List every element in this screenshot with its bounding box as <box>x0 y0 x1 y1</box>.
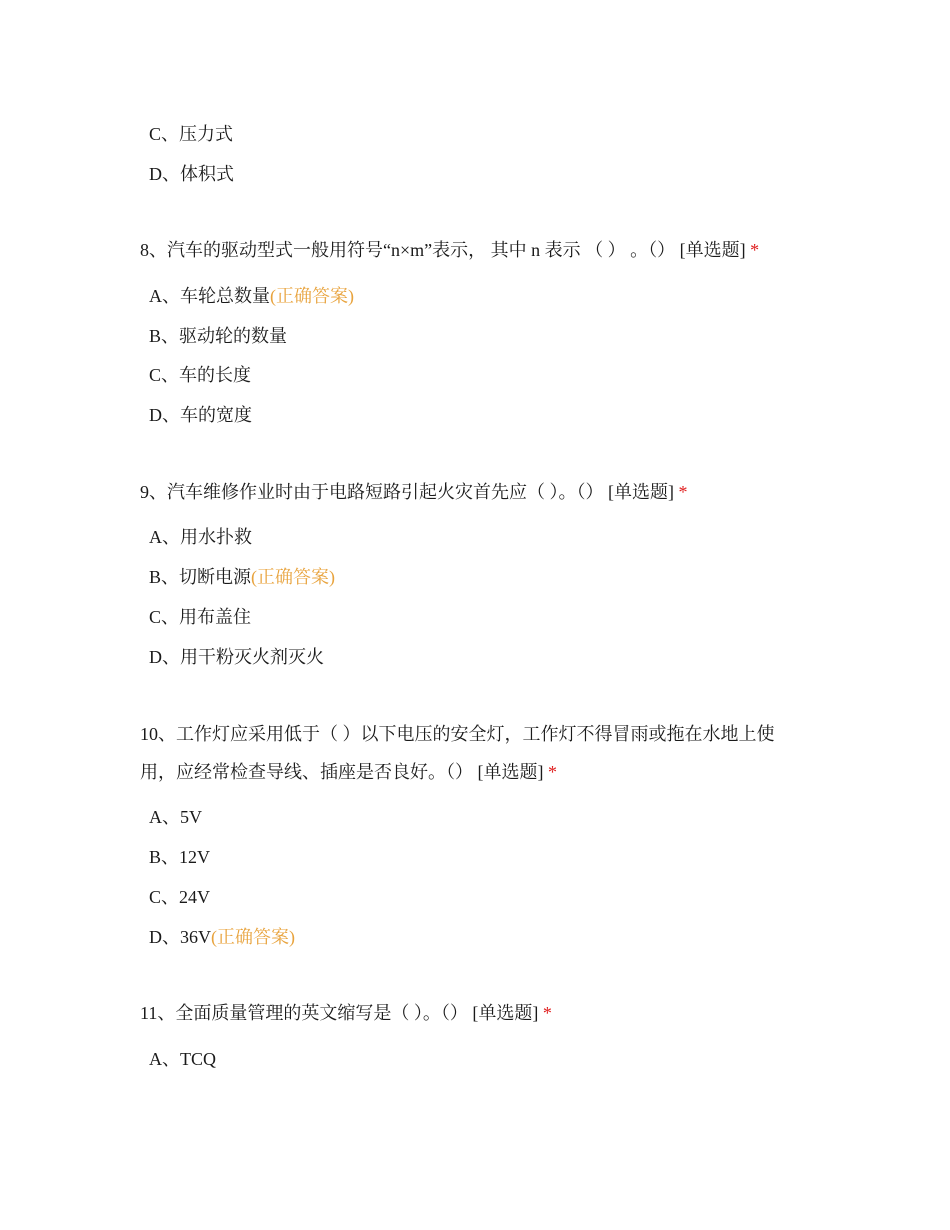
option-9c <box>149 605 251 629</box>
required-star: * <box>678 482 688 502</box>
option-10d <box>149 925 295 949</box>
option-label: C、压力式 <box>149 124 234 144</box>
option-label: C、车的长度 <box>149 365 252 385</box>
option-8c <box>149 363 251 387</box>
option-9a <box>149 525 252 549</box>
option-label: A、TCQ <box>149 1049 216 1069</box>
option-label: D、用干粉灭火剂灭火 <box>149 647 324 667</box>
option-label: B、驱动轮的数量 <box>149 326 288 346</box>
option-label: A、5V <box>149 807 202 827</box>
correct-answer-tag: (正确答案) <box>211 927 295 947</box>
question-10-title-line2 <box>140 760 557 784</box>
option-label: C、用布盖住 <box>149 607 252 627</box>
option-label: A、车轮总数量 <box>149 286 270 306</box>
option-label: A、用水扑救 <box>149 527 252 547</box>
question-10-title-line1 <box>140 722 775 746</box>
question-text: 用，应经常检查导线、插座是否良好。（） [单选题] <box>140 762 544 782</box>
question-11-title <box>140 1001 552 1025</box>
option-8a <box>149 284 354 308</box>
option-label: D、36V <box>149 927 211 947</box>
option-7c <box>149 122 233 146</box>
option-10a <box>149 805 202 829</box>
required-star: * <box>750 240 760 260</box>
option-label: B、12V <box>149 847 211 867</box>
option-label: C、24V <box>149 887 211 907</box>
option-10c <box>149 885 210 909</box>
question-text: 11、全面质量管理的英文缩写是（ ）。（） [单选题] <box>140 1003 539 1023</box>
option-10b <box>149 845 210 869</box>
option-label: D、体积式 <box>149 164 234 184</box>
option-9b <box>149 565 335 589</box>
question-text: 8、汽车的驱动型式一般用符号“n×m”表示， 其中 n 表示 （ ） 。（） [单选题] <box>140 240 746 260</box>
required-star: * <box>542 1003 552 1023</box>
question-8-title <box>140 238 759 262</box>
correct-answer-tag: (正确答案) <box>270 286 354 306</box>
option-label: B、切断电源 <box>149 567 252 587</box>
option-label: D、车的宽度 <box>149 405 252 425</box>
option-7d <box>149 162 234 186</box>
required-star: * <box>548 762 557 782</box>
option-11a <box>149 1047 216 1071</box>
correct-answer-tag: (正确答案) <box>251 567 336 587</box>
option-9d <box>149 645 324 669</box>
option-8d <box>149 403 252 427</box>
question-text: 9、汽车维修作业时由于电路短路引起火灾首先应（ ）。（） [单选题] <box>140 482 674 502</box>
question-9-title <box>140 480 688 504</box>
question-text: 10、工作灯应采用低于（ ）以下电压的安全灯，工作灯不得冒雨或拖在水地上使 <box>140 724 775 744</box>
option-8b <box>149 324 287 348</box>
